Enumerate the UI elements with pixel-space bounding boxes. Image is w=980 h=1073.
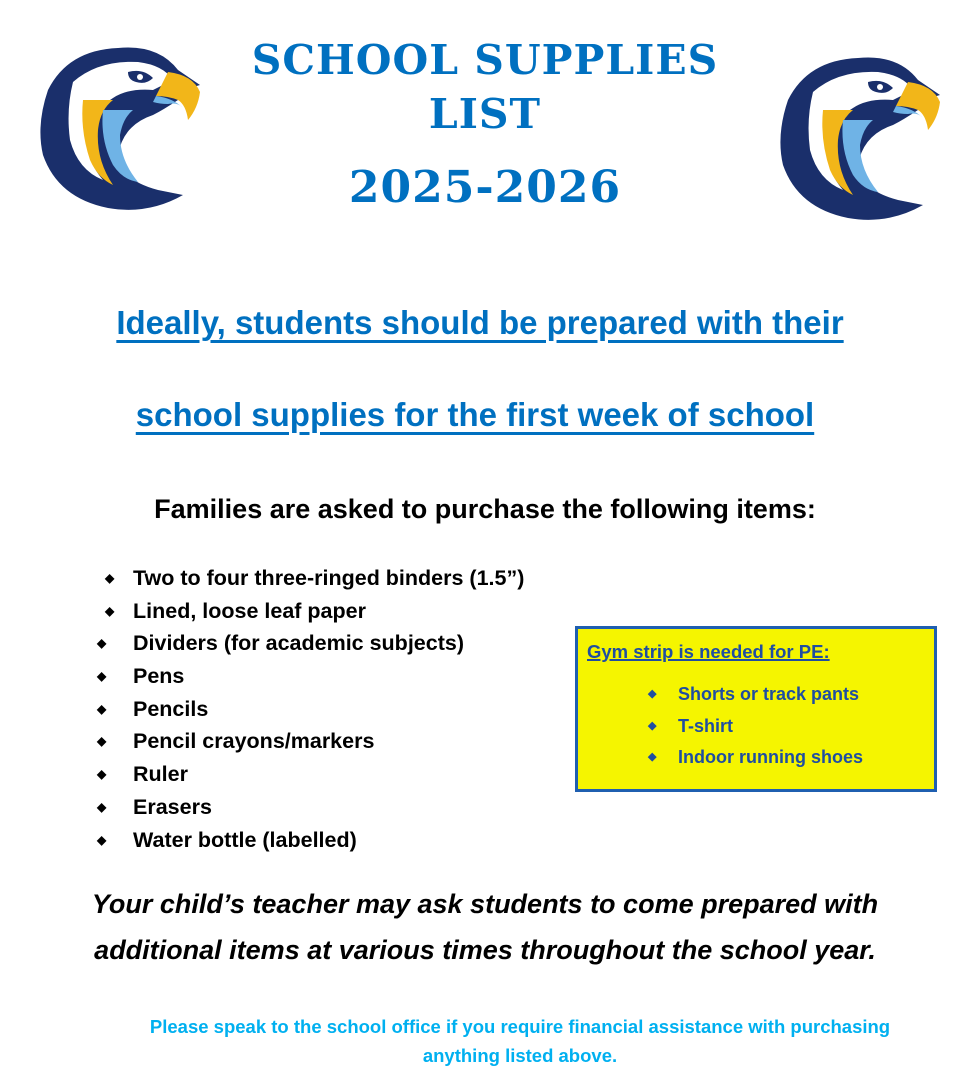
gym-items-list — [648, 681, 863, 776]
supply-label: Water bottle (labelled) — [133, 827, 357, 852]
list-item — [97, 562, 524, 595]
list-item — [97, 627, 524, 660]
supply-label: Pencil crayons/markers — [133, 729, 375, 754]
diamond-bullet-icon: ◆ — [648, 688, 657, 700]
supplies-list — [97, 562, 524, 856]
diamond-bullet-icon: ◆ — [648, 719, 657, 732]
supply-label: Ruler — [133, 762, 188, 787]
gym-strip-box — [575, 626, 937, 792]
diamond-bullet-icon: ◆ — [97, 669, 107, 684]
list-item — [97, 791, 524, 824]
list-item — [97, 725, 524, 758]
page-title-line2: LIST — [428, 90, 542, 138]
supply-label: Dividers (for academic subjects) — [133, 631, 464, 656]
supply-label: Two to four three-ringed binders (1.5”) — [133, 566, 525, 590]
diamond-bullet-icon: ◆ — [105, 571, 115, 585]
list-item — [97, 595, 524, 628]
list-item — [97, 660, 524, 693]
supply-label: Pens — [133, 664, 185, 689]
school-year: 2025-2026 — [348, 162, 622, 213]
gym-item-label: T-shirt — [678, 715, 734, 736]
diamond-bullet-icon: ◆ — [97, 636, 107, 651]
diamond-bullet-icon: ◆ — [97, 799, 107, 814]
supply-label: Pencils — [133, 696, 209, 721]
diamond-bullet-icon: ◆ — [97, 832, 107, 847]
supply-label: Lined, loose leaf paper — [133, 598, 366, 623]
diamond-bullet-icon: ◆ — [97, 734, 107, 749]
supply-label: Erasers — [133, 794, 212, 819]
headline-line2: school supplies for the first week of school — [135, 396, 815, 433]
families-intro: Families are asked to purchase the following items: — [154, 494, 816, 524]
teacher-note-line1: Your child’s teacher may ask students to come prepared with — [91, 889, 879, 919]
gym-item-label: Indoor running shoes — [678, 747, 863, 767]
list-item — [97, 693, 524, 726]
headline-line1: Ideally, students should be prepared with their — [116, 304, 844, 341]
page-title-line1: SCHOOL SUPPLIES — [251, 36, 719, 84]
diamond-bullet-icon: ◆ — [97, 767, 107, 782]
diamond-bullet-icon: ◆ — [648, 751, 657, 763]
teacher-note-line2: additional items at various times throughout the school year. — [94, 935, 876, 965]
gym-item-label: Shorts or track pants — [678, 684, 860, 704]
list-item — [97, 758, 524, 791]
list-item — [648, 681, 863, 713]
diamond-bullet-icon: ◆ — [105, 603, 115, 618]
financial-assistance-note: Please speak to the school office if you require financial assistance with purchasing anything listed above. — [149, 1016, 891, 1066]
list-item — [648, 744, 863, 776]
gym-box-title: Gym strip is needed for PE: — [587, 641, 830, 662]
list-item — [97, 824, 524, 857]
diamond-bullet-icon: ◆ — [97, 701, 107, 716]
list-item — [648, 713, 863, 745]
